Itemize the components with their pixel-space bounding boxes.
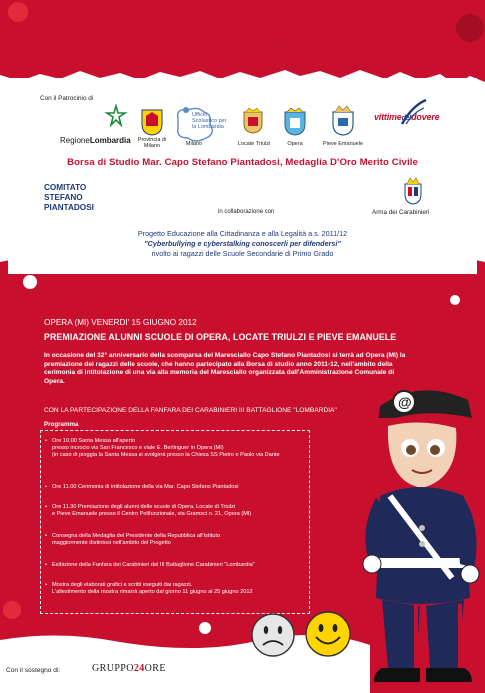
progetto-line-3: rivolto ai ragazzi delle Scuole Secondarie di Primo Grado [151, 249, 334, 258]
fanfara-line: CON LA PARTECIPAZIONE DELLA FANFARA DEI CARABINIERI III BATTAGLIONE "LOMBARDIA" [44, 407, 337, 414]
carabiniere-character-illustration [360, 378, 485, 693]
progetto-block [0, 229, 485, 259]
collaborazione-label: in collaborazione con [218, 209, 275, 215]
programma-item-1: • Ore 10.00 Santa Messa all'aperto presso incrocio via San Francesco e viale E. Berlinguer in Opera (MI) (in caso di pioggia la Santa Messa si svolgerà presso la Chiesa SS Pietro e Paolo via Dante [45, 438, 280, 459]
smiley-face-icon [304, 610, 352, 658]
vittime-swoosh-icon [398, 98, 428, 128]
programma-item-2: • Ore 11.00 Cerimonia di intitolazione della via Mar. Capo Stefano Piantadosi [45, 484, 239, 490]
svg-text:@: @ [398, 394, 412, 410]
regione-lombardia-logo-icon [103, 104, 129, 128]
vittime-del-dovere-logo: vittimedeldovere [374, 112, 440, 122]
sad-face-icon [250, 612, 296, 658]
ufficio-scolastico-caption: Ufficio Scolastico per la Lombardia [192, 112, 227, 130]
pieve-emanuele-caption: Pieve Emanuele [322, 141, 364, 147]
comitato-logo-text: COMITATO STEFANO PIANTADOSI [44, 183, 94, 212]
event-date: OPERA (MI) VENERDI' 15 GIUGNO 2012 [44, 318, 197, 327]
carabinieri-crest-icon [402, 176, 424, 206]
event-intro: In occasione del 32° anniversario della scomparsa del Maresciallo Capo Stefano Piantadosi si terrà ad Opera (MI) la premiazione dei ragazzi delle scuole, che hanno partecipato alla Borsa di studio anno 2011-12, nell'ambito della cerimonia di intitolazione di una via alla memoria del Maresciallo organizzata dall'Amministrazione Comunale di Opera. [44, 352, 406, 385]
progetto-line-2: "Cyberbullying e cyberstalking conoscerli per difendersi" [144, 239, 341, 248]
patronage-label: Con il Patrocinio di [40, 95, 94, 102]
header-line-1: Il Presidente della Repubblica Giorgio Napolitano ha conferito all'iniziativa [97, 29, 388, 38]
milano-caption: Milano [185, 141, 203, 147]
programma-item-6: • Mostra degli elaborati grafici e scritti eseguiti dai ragazzi. L'allestimento della mostra rimarrà aperto dal giorno 11 giugno al 25 giugno 2012 [45, 582, 253, 596]
sostegno-label: Con il sostegno di: [6, 667, 61, 674]
borsa-di-studio-title: Borsa di Studio Mar. Capo Stefano Piantadosi, Medaglia D'Oro Merito Civile [67, 157, 418, 168]
arma-carabinieri-label: Arma dei Carabinieri [372, 209, 430, 216]
opera-crest-icon [283, 108, 307, 136]
progetto-line-1: Progetto Educazione alla Cittadinanza e alla Legalità a.s. 2011/12 [137, 229, 348, 238]
programma-item-4: • Consegna della Medaglia del Presidente della Repubblica all'Istituto maggiormente distintosi nell'ambito del Progetto [45, 533, 221, 547]
event-title: PREMIAZIONE ALUNNI SCUOLE DI OPERA, LOCATE TRIULZI E PIEVE EMANUELE [44, 332, 397, 342]
opera-caption: Opera [287, 141, 303, 147]
locate-triulzi-caption: Locate Triulzi [237, 141, 271, 147]
regione-lombardia-label: RegioneLombardia [60, 136, 131, 145]
provincia-milano-caption: Provincia di Milano [137, 137, 167, 149]
locate-triulzi-crest-icon [242, 108, 264, 134]
gruppo-24-ore-logo: GRUPPO24ORE [92, 663, 166, 674]
programma-title: Programma [44, 421, 79, 428]
provincia-milano-crest-icon [140, 108, 164, 136]
pieve-emanuele-crest-icon [330, 104, 356, 138]
programma-item-3: • Ore 11.30 Premiazione degli alunni delle scuole di Opera, Locate di Triulzi e Pieve Emanuele presso il Centro Polifunzionale, via Gramsci n. 21, Opera (MI) [45, 504, 252, 518]
programma-item-5: • Esibizione della Fanfara dei Carabinieri del III Battaglione Carabinieri "Lombardia" [45, 562, 255, 568]
header-line-2: una propria medaglia di rappresentanza [164, 40, 321, 49]
